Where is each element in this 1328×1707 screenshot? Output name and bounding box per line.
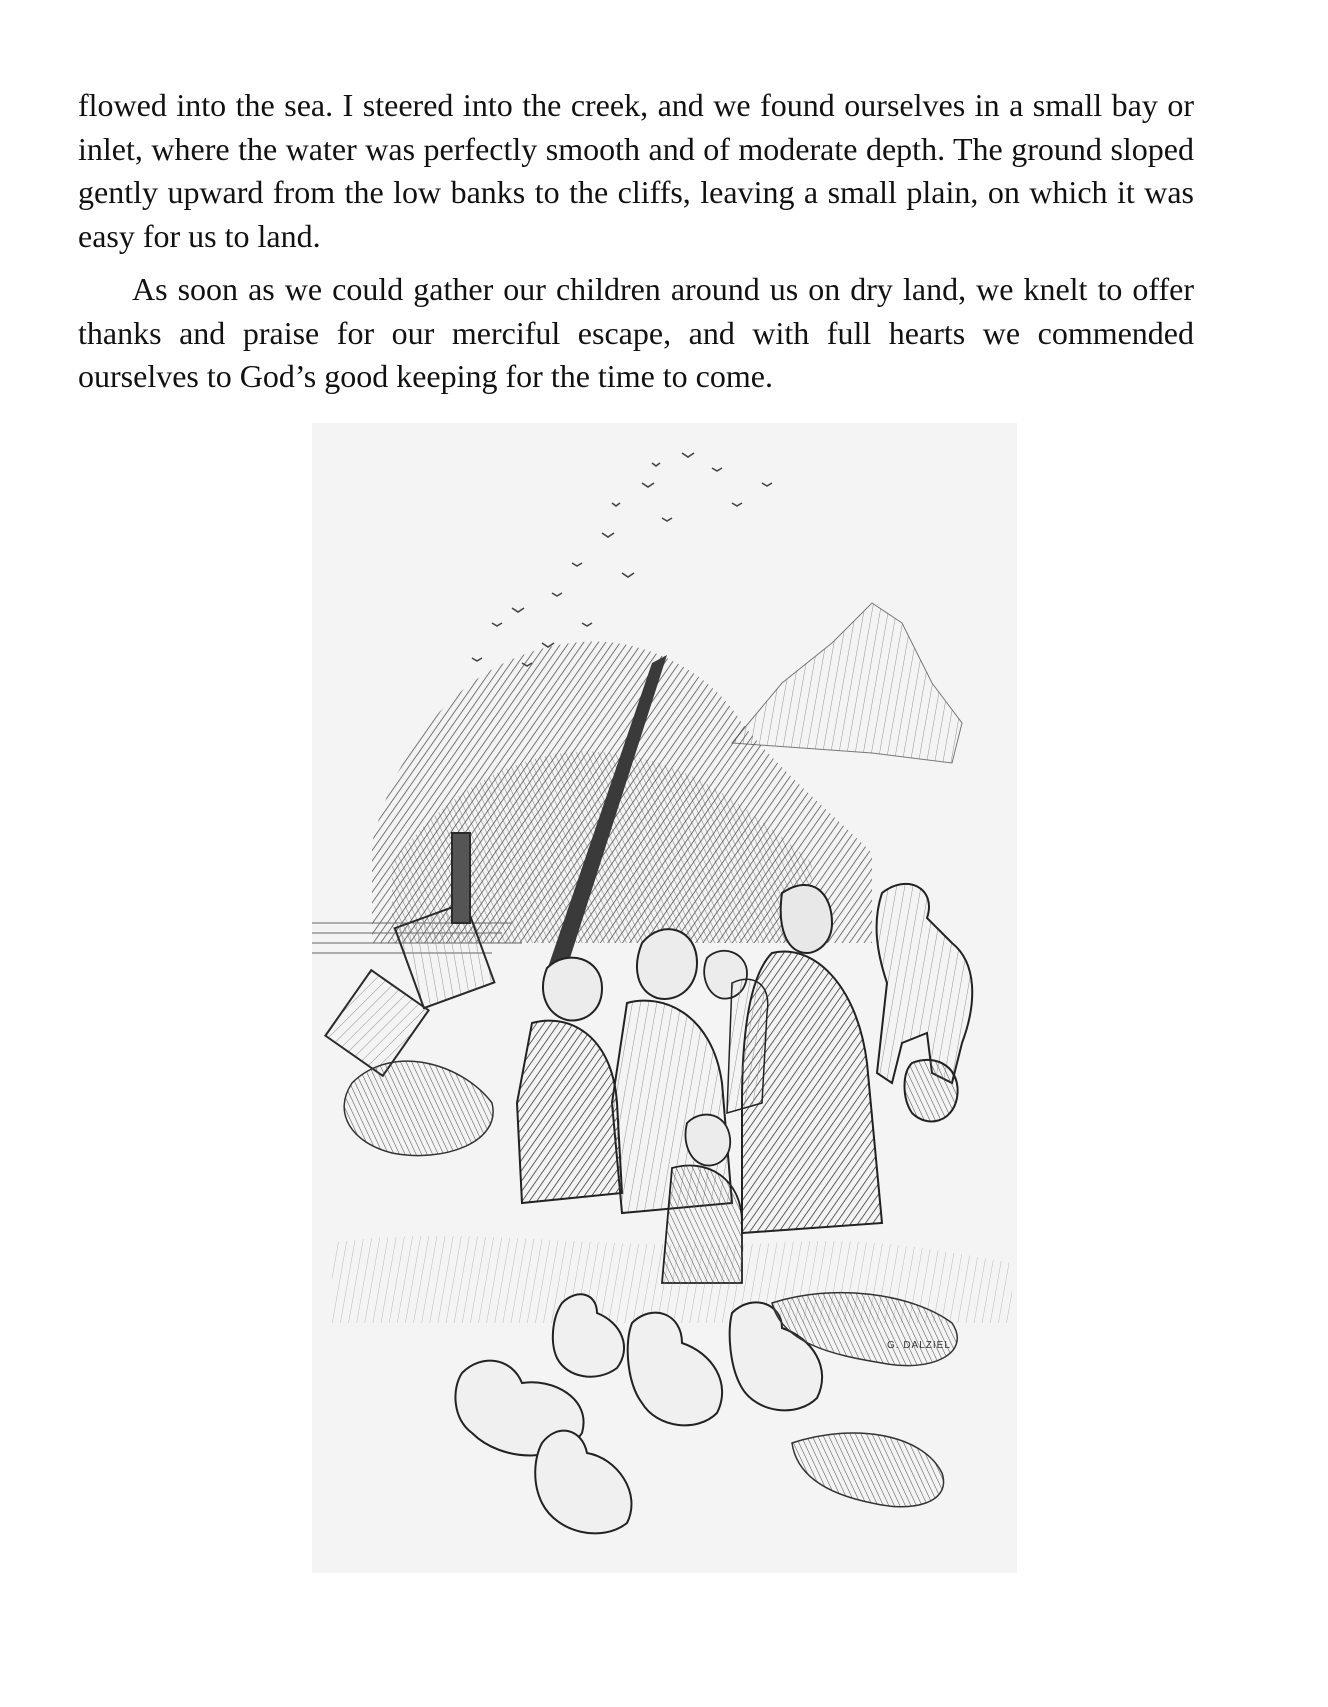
engraver-signature: G. DALZIEL (887, 1340, 951, 1351)
engraving-illustration (312, 423, 1017, 1573)
paragraph-1: flowed into the sea. I steered into the creek, and we found ourselves in a small bay or inlet, where the water was perfectly smooth and of moderate depth. The ground sloped gently upward from the low banks to the cliffs, leaving a small plain, on which it was easy for us to land. (78, 87, 1194, 254)
page-body (78, 84, 1194, 399)
paragraph-2: As soon as we could gather our children around us on dry land, we knelt to offer thanks and praise for our merciful escape, and with full hearts we commended ourselves to God’s good keeping for the time to come. (78, 271, 1194, 394)
